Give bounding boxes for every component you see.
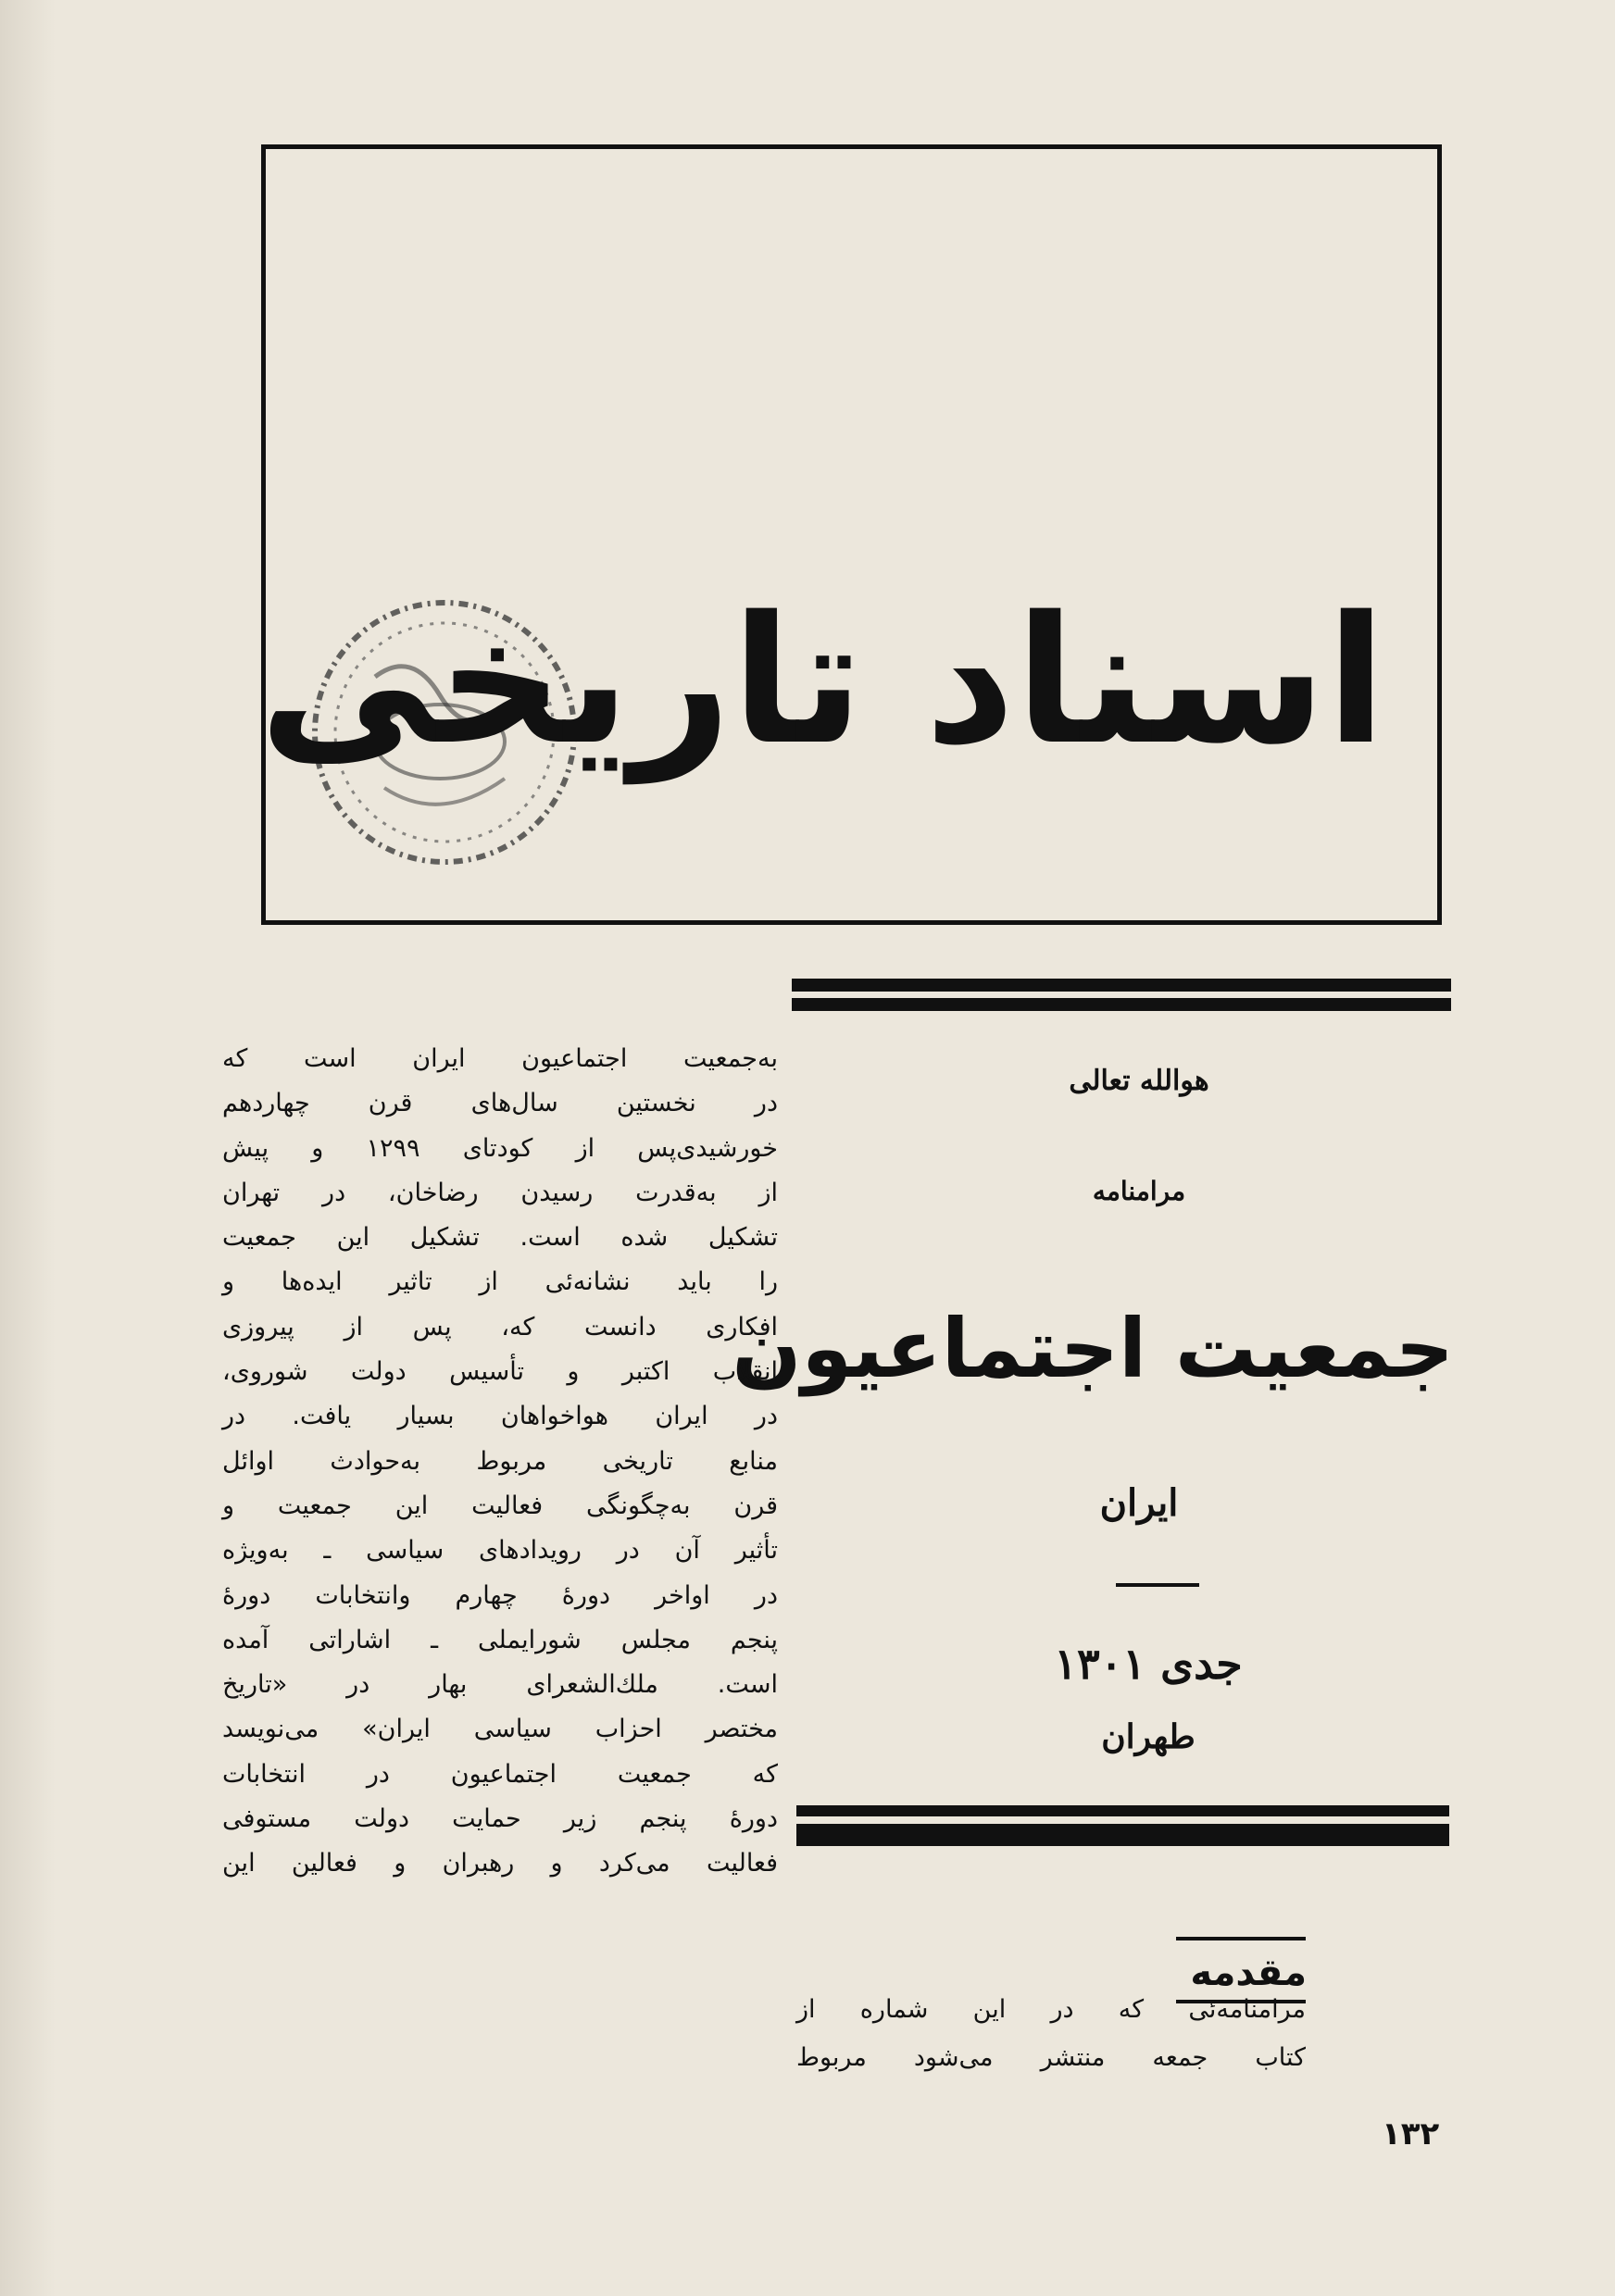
article-line: در اواخر دورهٔ چهارم وانتخابات دورهٔ — [222, 1580, 778, 1610]
intro-line: مرامنامه‌ئی که در این شماره از — [796, 1995, 1306, 2024]
doc-country: ایران — [1099, 1481, 1179, 1525]
article-line: است. ملك‌الشعرای بهار در «تاریخ — [222, 1670, 778, 1700]
article-column — [222, 1037, 778, 1887]
article-line: از به‌قدرت رسیدن رضاخان، در تهران — [222, 1178, 778, 1207]
article-line: انقلاب اکتبر و تأسیس دولت شوروی، — [222, 1357, 778, 1387]
top-double-rule — [792, 979, 1451, 992]
intro-line: کتاب جمعه منتشر می‌شود مربوط — [796, 2043, 1306, 2072]
short-rule — [1116, 1583, 1199, 1587]
header-box — [258, 144, 1442, 925]
doc-org-name: جمعیت اجتماعیون — [732, 1301, 1454, 1396]
article-line: تشکیل شده است. تشکیل این جمعیت — [222, 1223, 778, 1253]
section-title: اسناد تاریخی — [258, 579, 1386, 783]
article-line: به‌جمعیت اجتماعیون ایران است که — [222, 1044, 778, 1073]
article-line: را باید نشانه‌ئی از تاثیر ایده‌ها و — [222, 1267, 778, 1297]
article-line: قرن به‌چگونگی فعالیت این جمعیت و — [222, 1491, 778, 1520]
article-line: که جمعیت اجتماعیون در انتخابات — [222, 1759, 778, 1789]
intro-paragraph — [796, 1986, 1306, 2082]
intro-heading: مقدمه — [1190, 1952, 1307, 1994]
article-line: دورهٔ پنجم زیر حمایت دولت مستوفی — [222, 1804, 778, 1834]
doc-city: طهران — [1101, 1717, 1196, 1756]
top-double-rule-lower — [792, 998, 1451, 1011]
heading-overline — [1176, 1937, 1306, 1940]
doc-date: جدی ۱۳۰۱ — [1054, 1639, 1243, 1689]
article-line: افکاری دانست که، پس از پیروزی — [222, 1312, 778, 1341]
article-line: فعالیت می‌کرد و رهبران و فعالین این — [222, 1849, 778, 1878]
article-line: پنجم مجلس شورایملی ـ اشاراتی آمده — [222, 1625, 778, 1654]
doc-label: مرامنامه — [1092, 1176, 1186, 1206]
page-edge-shadow — [0, 0, 56, 2296]
article-line: تأثیر آن در رویدادهای سیاسی ـ به‌ویژه — [222, 1536, 778, 1566]
bottom-double-rule — [796, 1805, 1449, 1816]
bottom-double-rule-lower — [796, 1824, 1449, 1846]
article-line: مختصر احزاب سیاسی ایران» می‌نویسد — [222, 1715, 778, 1744]
article-line: منابع تاریخی مربوط به‌حوادث اوائل — [222, 1446, 778, 1476]
page-number: ۱۳۲ — [1382, 2115, 1440, 2152]
article-line: خورشیدی‌پس از کودتای ۱۲۹۹ و پیش — [222, 1133, 778, 1163]
doc-invocation: هوالله تعالی — [1069, 1065, 1209, 1097]
article-line: در ایران هواخواهان بسیار یافت. در — [222, 1402, 778, 1431]
article-line: در نخستین سال‌های قرن چهاردهم — [222, 1089, 778, 1118]
